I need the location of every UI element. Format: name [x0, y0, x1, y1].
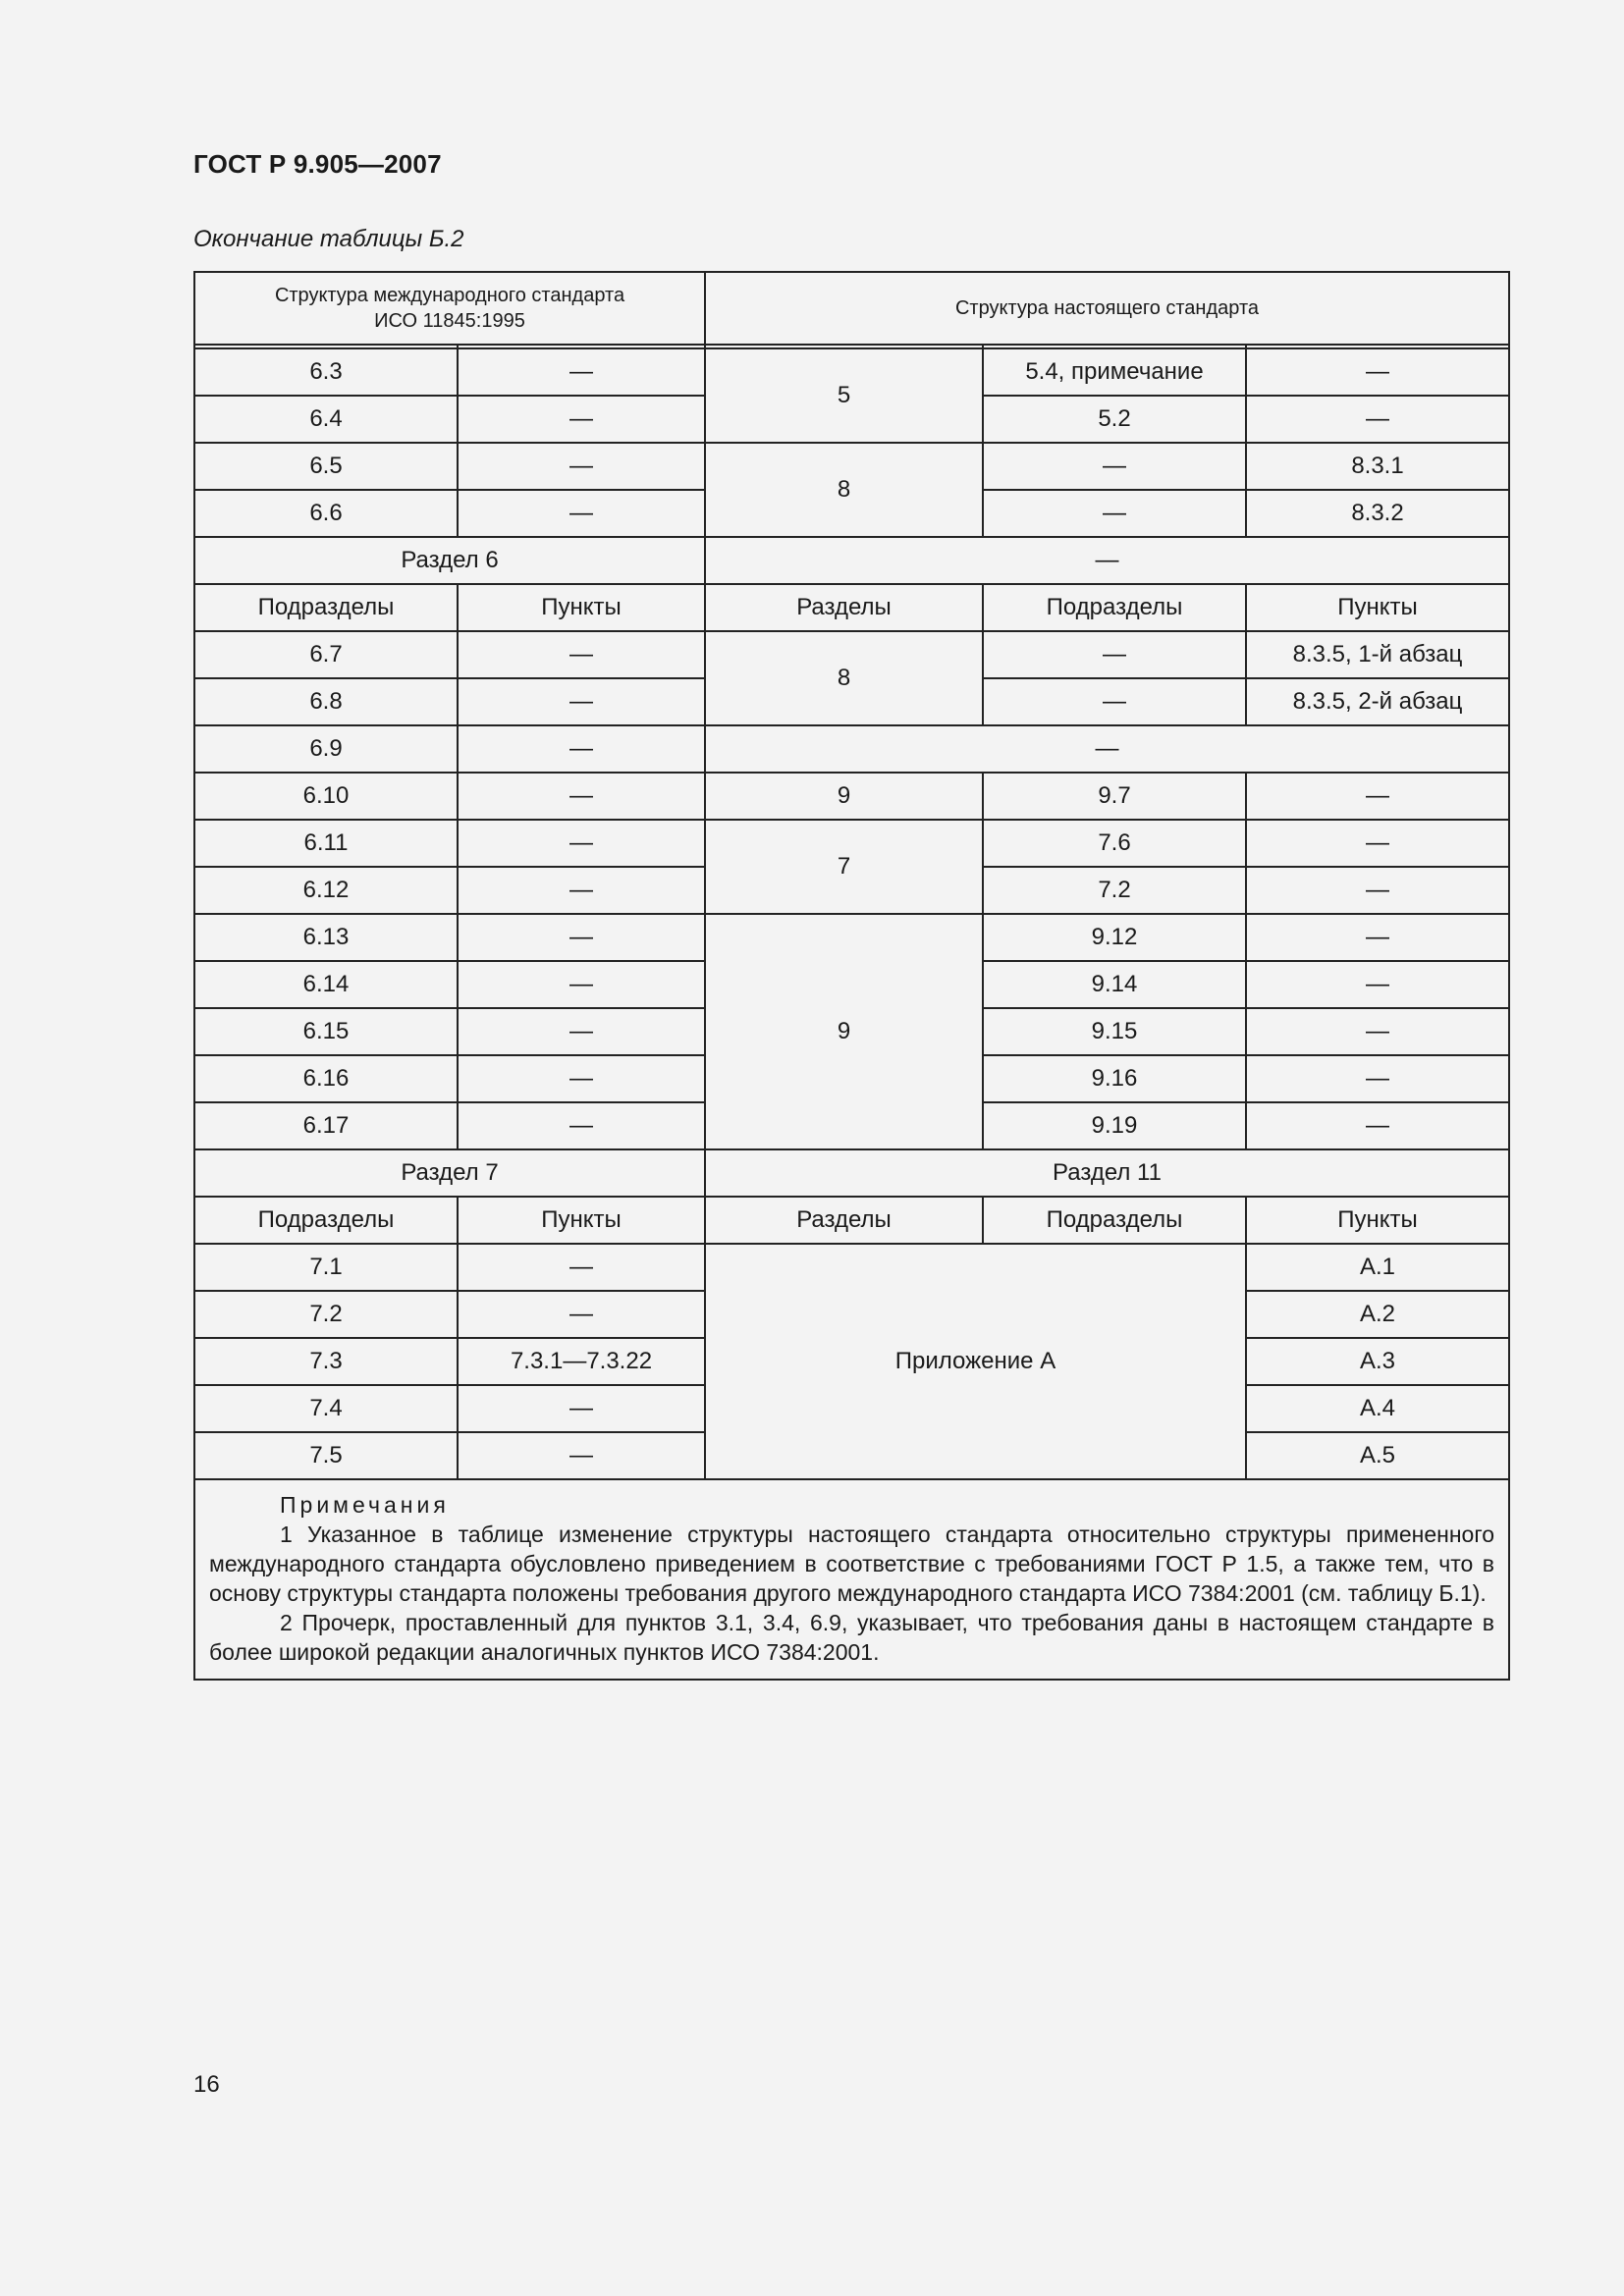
- table-row: [194, 820, 1509, 867]
- header-international-structure: [194, 272, 705, 345]
- cell-item: —: [458, 1008, 705, 1055]
- cell-item: —: [458, 1432, 705, 1479]
- colhead-subsections-new: Подразделы: [983, 584, 1246, 631]
- colhead-sections: Разделы: [705, 584, 983, 631]
- cell-subsection-new: 5.2: [983, 396, 1246, 443]
- cell-item-new: А.4: [1246, 1385, 1509, 1432]
- cell-subsection: 6.11: [194, 820, 458, 867]
- section-row: [194, 537, 1509, 584]
- cell-subsection-new: 9.12: [983, 914, 1246, 961]
- cell-item: —: [458, 1291, 705, 1338]
- cell-item: —: [458, 725, 705, 773]
- colhead-items: Пункты: [458, 584, 705, 631]
- cell-mapping-merged: —: [705, 725, 1509, 773]
- cell-item-new: —: [1246, 914, 1509, 961]
- cell-item-new: А.2: [1246, 1291, 1509, 1338]
- cell-item: —: [458, 773, 705, 820]
- cell-subsection: 7.4: [194, 1385, 458, 1432]
- cell-subsection-new: 9.16: [983, 1055, 1246, 1102]
- cell-item-new: —: [1246, 1102, 1509, 1149]
- cell-item-new: А.1: [1246, 1244, 1509, 1291]
- cell-item-new: —: [1246, 773, 1509, 820]
- cell-subsection: 7.2: [194, 1291, 458, 1338]
- colhead-subsections: Подразделы: [194, 584, 458, 631]
- cell-item-new: 8.3.2: [1246, 490, 1509, 537]
- page-number: 16: [193, 2071, 220, 2098]
- cell-subsection-new: 7.6: [983, 820, 1246, 867]
- table-row: [194, 725, 1509, 773]
- cell-item: —: [458, 1102, 705, 1149]
- table-caption: Окончание таблицы Б.2: [193, 226, 464, 252]
- colhead-items: Пункты: [458, 1197, 705, 1244]
- table-row: [194, 631, 1509, 678]
- cell-item: —: [458, 678, 705, 725]
- cell-item-new: 8.3.1: [1246, 443, 1509, 490]
- cell-item: —: [458, 961, 705, 1008]
- section-row: [194, 1149, 1509, 1197]
- structure-comparison-table: [193, 271, 1510, 1681]
- table-row: [194, 914, 1509, 961]
- cell-item: —: [458, 490, 705, 537]
- colhead-items-new: Пункты: [1246, 584, 1509, 631]
- cell-subsection: 6.13: [194, 914, 458, 961]
- cell-subsection: 6.17: [194, 1102, 458, 1149]
- colhead-subsections: Подразделы: [194, 1197, 458, 1244]
- colhead-items-new: Пункты: [1246, 1197, 1509, 1244]
- cell-subsection: 6.10: [194, 773, 458, 820]
- cell-subsection: 6.4: [194, 396, 458, 443]
- cell-subsection-new: 9.14: [983, 961, 1246, 1008]
- column-heading-row: [194, 584, 1509, 631]
- column-heading-row: [194, 1197, 1509, 1244]
- cell-item: —: [458, 867, 705, 914]
- cell-subsection: 6.7: [194, 631, 458, 678]
- cell-section: 9: [705, 773, 983, 820]
- header-international-line2: ИСО 11845:1995: [374, 310, 525, 332]
- notes-row: [194, 1479, 1509, 1680]
- cell-section-merged: 9: [705, 914, 983, 1149]
- cell-subsection: 6.3: [194, 348, 458, 396]
- cell-item-new: —: [1246, 1008, 1509, 1055]
- cell-item: —: [458, 631, 705, 678]
- cell-subsection-new: —: [983, 631, 1246, 678]
- cell-subsection-new: —: [983, 490, 1246, 537]
- table-row: [194, 443, 1509, 490]
- cell-subsection-new: 9.15: [983, 1008, 1246, 1055]
- cell-item-new: 8.3.5, 1-й абзац: [1246, 631, 1509, 678]
- cell-item-new: —: [1246, 396, 1509, 443]
- cell-subsection-new: 9.7: [983, 773, 1246, 820]
- header-current-structure: Структура настоящего стандарта: [705, 272, 1509, 345]
- cell-subsection-new: 5.4, примечание: [983, 348, 1246, 396]
- table-header-row: [194, 272, 1509, 345]
- cell-item: —: [458, 1385, 705, 1432]
- cell-item: 7.3.1—7.3.22: [458, 1338, 705, 1385]
- colhead-subsections-new: Подразделы: [983, 1197, 1246, 1244]
- cell-subsection: 7.5: [194, 1432, 458, 1479]
- cell-item: —: [458, 914, 705, 961]
- cell-subsection: 6.14: [194, 961, 458, 1008]
- cell-subsection: 6.9: [194, 725, 458, 773]
- cell-subsection: 6.5: [194, 443, 458, 490]
- cell-subsection: 6.16: [194, 1055, 458, 1102]
- cell-item-new: —: [1246, 961, 1509, 1008]
- cell-section-merged: 7: [705, 820, 983, 914]
- section-6-mapping: —: [705, 537, 1509, 584]
- cell-item-new: —: [1246, 1055, 1509, 1102]
- cell-subsection-new: 9.19: [983, 1102, 1246, 1149]
- cell-item-new: —: [1246, 820, 1509, 867]
- section-11-label: Раздел 11: [705, 1149, 1509, 1197]
- cell-item-new: А.3: [1246, 1338, 1509, 1385]
- cell-subsection: 6.12: [194, 867, 458, 914]
- document-header: ГОСТ Р 9.905—2007: [193, 149, 442, 179]
- cell-section-merged: 8: [705, 631, 983, 725]
- cell-item: —: [458, 396, 705, 443]
- cell-item-new: —: [1246, 348, 1509, 396]
- cell-item-new: А.5: [1246, 1432, 1509, 1479]
- notes-cell: [194, 1479, 1509, 1680]
- cell-appendix-a: Приложение А: [705, 1244, 1246, 1479]
- notes-title: Примечания: [280, 1492, 450, 1518]
- table-row: [194, 348, 1509, 396]
- cell-item: —: [458, 1055, 705, 1102]
- cell-subsection-new: —: [983, 443, 1246, 490]
- cell-subsection-new: 7.2: [983, 867, 1246, 914]
- cell-subsection-new: —: [983, 678, 1246, 725]
- cell-item: —: [458, 820, 705, 867]
- table-row: [194, 773, 1509, 820]
- note-2: 2 Прочерк, проставленный для пунктов 3.1, 3.4, 6.9, указывает, что требования даны в настоящем стандарте в более широкой редакции аналогичных пунктов ИСО 7384:2001.: [209, 1610, 1495, 1665]
- section-6-label: Раздел 6: [194, 537, 705, 584]
- note-1: 1 Указанное в таблице изменение структуры настоящего стандарта относительно структуры примененного международного стандарта обусловлено приведением в соответствие с требованиями ГОСТ Р 1.5, а также тем, что в основу структуры стандарта положены требования другого международного стандарта ИСО 7384:2001 (см. таблицу Б.1).: [209, 1522, 1495, 1606]
- section-7-label: Раздел 7: [194, 1149, 705, 1197]
- cell-item: —: [458, 443, 705, 490]
- cell-item: —: [458, 348, 705, 396]
- cell-subsection: 6.15: [194, 1008, 458, 1055]
- cell-item: —: [458, 1244, 705, 1291]
- cell-section-merged: 5: [705, 348, 983, 443]
- cell-section-merged: 8: [705, 443, 983, 537]
- cell-subsection: 6.6: [194, 490, 458, 537]
- cell-item-new: —: [1246, 867, 1509, 914]
- cell-subsection: 7.1: [194, 1244, 458, 1291]
- header-international-line1: Структура международного стандарта: [274, 285, 625, 306]
- cell-item-new: 8.3.5, 2-й абзац: [1246, 678, 1509, 725]
- cell-subsection: 6.8: [194, 678, 458, 725]
- cell-subsection: 7.3: [194, 1338, 458, 1385]
- table-row: [194, 1244, 1509, 1291]
- colhead-sections: Разделы: [705, 1197, 983, 1244]
